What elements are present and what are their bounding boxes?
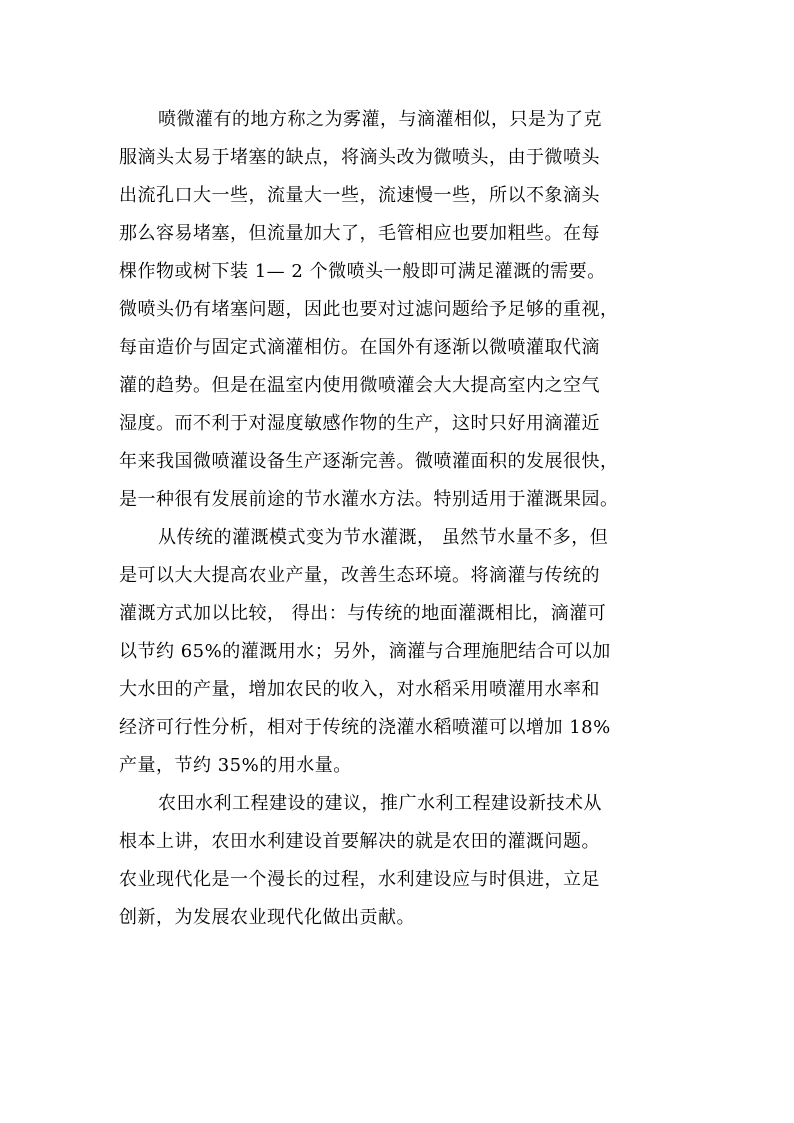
paragraph-1-line-1: 喷微灌有的地方称之为雾灌，与滴灌相似，只是为了克	[158, 109, 602, 130]
document-body	[119, 101, 679, 937]
paragraph-1-line-8: 灌的趋势。但是在温室内使用微喷灌会大大提高室内之空气	[119, 375, 600, 396]
paragraph-1-line-3: 出流孔口大一些，流量大一些，流速慢一些，所以不象滴头	[119, 185, 600, 206]
paragraph-2-line-4: 以节约 65%的灌溉用水；另外，滴灌与合理施肥结合可以加	[119, 641, 611, 662]
paragraph-3-line-2: 根本上讲，农田水利建设首要解决的就是农田的灌溉问题。	[119, 831, 600, 852]
paragraph-3-line-4: 创新，为发展农业现代化做出贡献。	[119, 907, 415, 928]
paragraph-2-line-7: 产量，节约 35%的用水量。	[119, 755, 352, 776]
paragraph-1-line-11: 是一种很有发展前途的节水灌水方法。特别适用于灌溉果园。	[119, 489, 619, 510]
paragraph-2-line-3: 灌溉方式加以比较， 得出：与传统的地面灌溉相比，滴灌可	[119, 603, 607, 624]
paragraph-1-line-9: 湿度。而不利于对湿度敏感作物的生产，这时只好用滴灌近	[119, 413, 600, 434]
paragraph-2-line-1: 从传统的灌溉模式变为节水灌溉， 虽然节水量不多，但	[158, 527, 609, 548]
paragraph-1-line-2: 服滴头太易于堵塞的缺点，将滴头改为微喷头，由于微喷头	[119, 147, 600, 168]
paragraph-3-line-1: 农田水利工程建设的建议，推广水利工程建设新技术从	[158, 793, 602, 814]
paragraph-2-line-5: 大水田的产量，增加农民的收入，对水稻采用喷灌用水率和	[119, 679, 600, 700]
paragraph-2-line-2: 是可以大大提高农业产量，改善生态环境。将滴灌与传统的	[119, 565, 600, 586]
paragraph-1-line-4: 那么容易堵塞，但流量加大了，毛管相应也要加粗些。在每	[119, 223, 600, 244]
paragraph-3-line-3: 农业现代化是一个漫长的过程，水利建设应与时俱进，立足	[119, 869, 600, 890]
paragraph-1-line-5: 棵作物或树下装 1— 2 个微喷头一般即可满足灌溉的需要。	[119, 261, 606, 282]
paragraph-1-line-6: 微喷头仍有堵塞问题，因此也要对过滤问题给予足够的重视，	[119, 299, 619, 320]
paragraph-2-line-6: 经济可行性分析，相对于传统的浇灌水稻喷灌可以增加 18%	[119, 717, 611, 738]
paragraph-1-line-10: 年来我国微喷灌设备生产逐渐完善。微喷灌面积的发展很快，	[119, 451, 619, 472]
paragraph-1-line-7: 每亩造价与固定式滴灌相仿。在国外有逐渐以微喷灌取代滴	[119, 337, 600, 358]
